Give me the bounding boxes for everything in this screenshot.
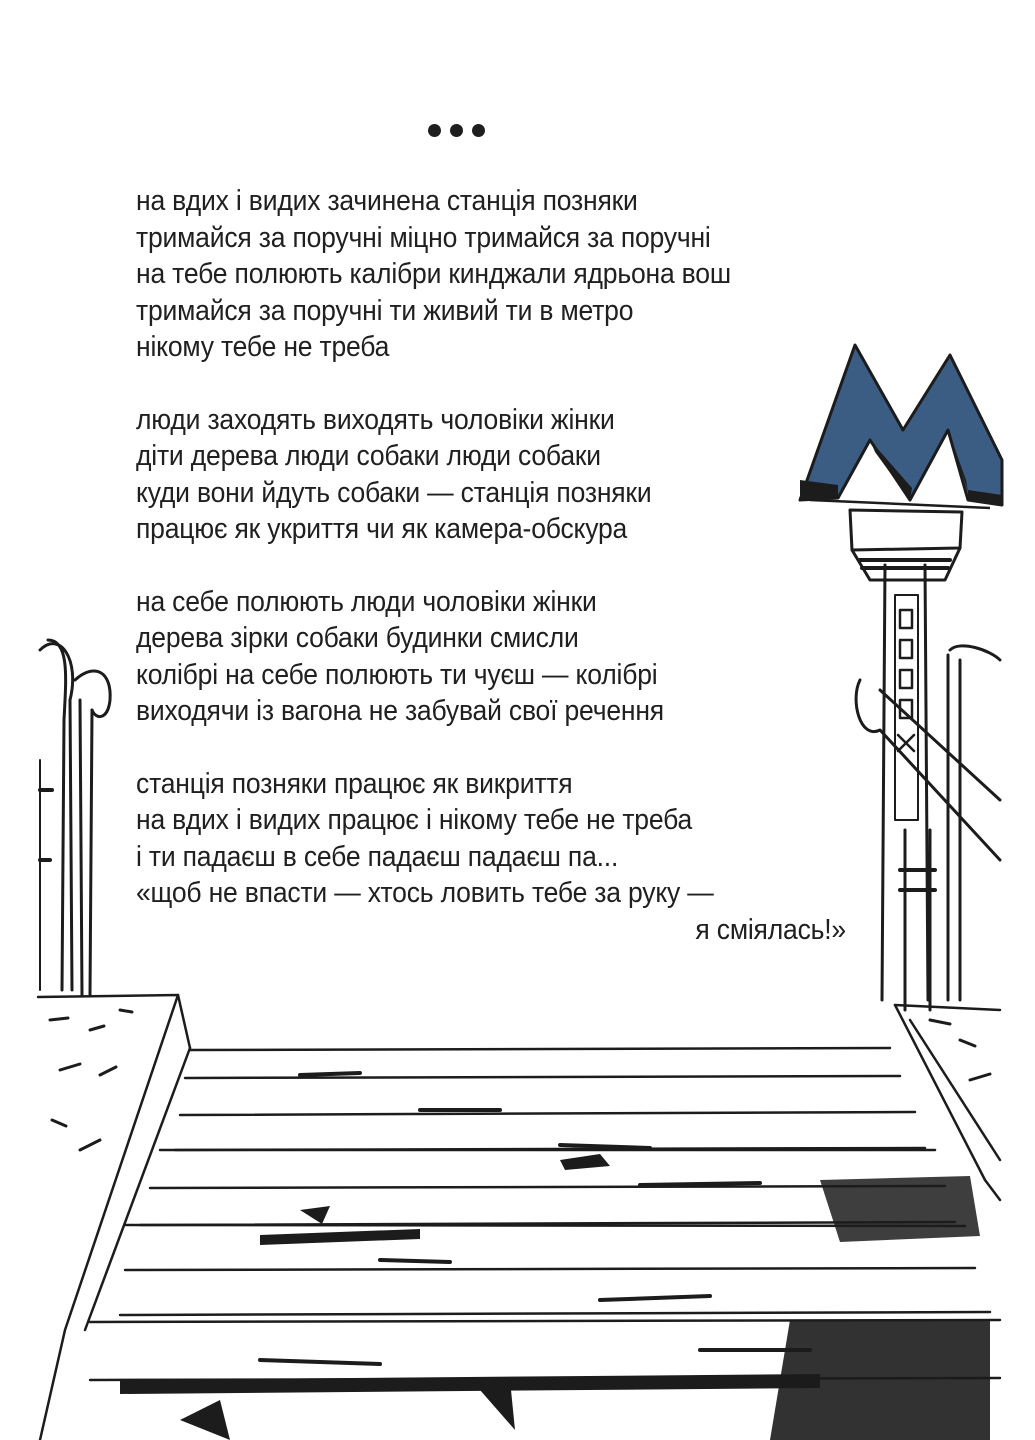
poem-line: станція позняки працює як викриття: [136, 767, 573, 800]
left-landing: [38, 995, 190, 1440]
poem-line: «щоб не впасти — хтось ловить тебе за руку —: [136, 877, 714, 909]
stanza-1: [136, 183, 846, 366]
stair-shading: [120, 1154, 990, 1440]
poem-line: на вдих і видих працює і нікому тебе не треба: [136, 804, 693, 836]
poem-line: тримайся за поручні ти живий ти в метро: [136, 294, 634, 327]
left-railing: [40, 640, 110, 995]
stanza-3: [136, 584, 846, 730]
poem-line: працює як укриття чи як камера-обскура: [136, 513, 628, 545]
stanza-2: [136, 402, 846, 548]
poem-line: на тебе полюють калібри кинджали ядрьона вош: [136, 258, 731, 290]
poem-line: і ти падаєш в себе падаєш падаєш па...: [136, 840, 619, 873]
poem-line: люди заходять виходять чоловіки жінки: [136, 403, 615, 436]
poem-line: тримайся за поручні міцно тримайся за поручні: [136, 221, 711, 254]
right-landing: [895, 1005, 1000, 1200]
poem-line: куди вони йдуть собаки — станція позняки: [136, 476, 652, 509]
poem-line: дерева зірки собаки будинки смисли: [136, 622, 579, 654]
poem-line: на себе полюють люди чоловіки жінки: [136, 585, 597, 618]
poem-line-closing: я сміялась!»: [695, 913, 846, 946]
stanza-4: [136, 766, 846, 949]
poem: [136, 183, 846, 984]
poem-line: на вдих і видих зачинена станція позняки: [136, 185, 638, 217]
poem-line: колібрі на себе полюють ти чуєш — колібрі: [136, 658, 658, 691]
poem-line: діти дерева люди собаки люди собаки: [136, 440, 601, 472]
poem-line: нікому тебе не треба: [136, 331, 390, 363]
poem-line: виходячи із вагона не забувай свої речення: [136, 695, 664, 727]
